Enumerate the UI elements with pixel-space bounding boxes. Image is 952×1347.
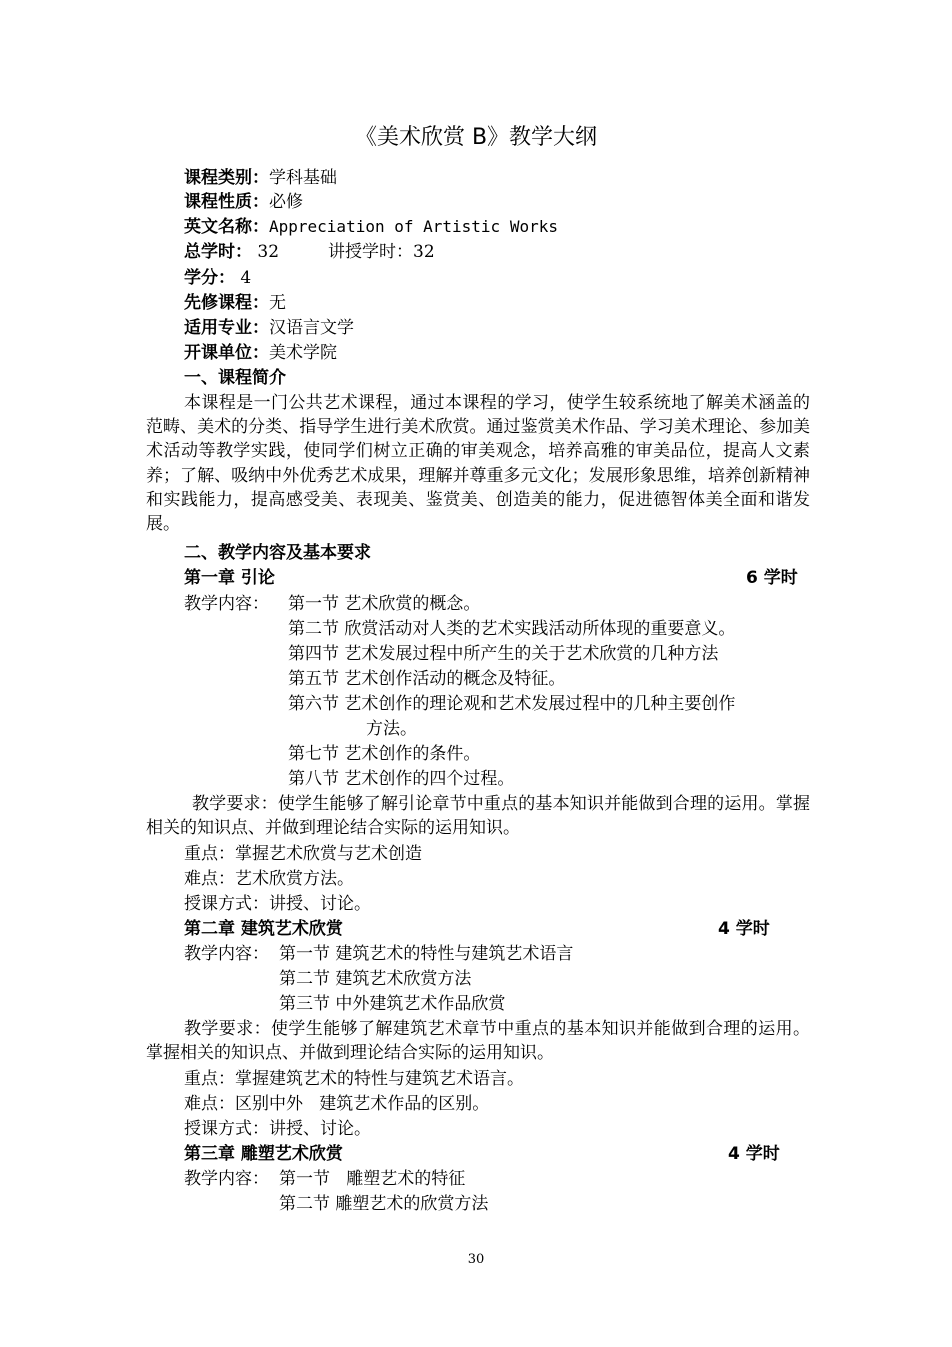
meta-major: 适用专业：汉语言文学 bbox=[184, 318, 354, 338]
chapter-1-item-continuation: 方法。 bbox=[366, 719, 417, 739]
chapter-3-item: 第一节 雕塑艺术的特征 bbox=[279, 1169, 466, 1189]
chapter-2-difficulty: 难点：区别中外 建筑艺术作品的区别。 bbox=[184, 1094, 490, 1114]
chapter-2-requirement: 教学要求：使学生能够了解建筑艺术章节中重点的基本知识并能做到合理的运用。掌握相关的知识点、并做到理论结合实际的运用知识。 bbox=[146, 1019, 810, 1064]
document-title: 《美术欣赏 B》教学大纲 bbox=[354, 125, 598, 150]
page-number: 30 bbox=[467, 1252, 485, 1267]
chapter-1-item: 第八节 艺术创作的四个过程。 bbox=[288, 769, 515, 789]
meta-category: 课程类别：学科基础 bbox=[184, 168, 337, 188]
section-2-heading: 二、教学内容及基本要求 bbox=[184, 543, 371, 563]
chapter-1-item: 第六节 艺术创作的理论观和艺术发展过程中的几种主要创作 bbox=[288, 694, 736, 714]
chapter-3-hours: 4 学时 bbox=[728, 1144, 780, 1164]
meta-credits: 学分： 4 bbox=[184, 268, 252, 288]
chapter-1-key-point: 重点：掌握艺术欣赏与艺术创造 bbox=[184, 844, 422, 864]
meta-total-hours: 总学时： 32 bbox=[184, 242, 280, 262]
chapter-3-content-label: 教学内容： bbox=[184, 1169, 269, 1189]
meta-english-name: 英文名称：Appreciation of Artistic Works bbox=[184, 217, 558, 237]
chapter-2-method: 授课方式：讲授、讨论。 bbox=[184, 1119, 371, 1139]
chapter-1-item: 第四节 艺术发展过程中所产生的关于艺术欣赏的几种方法 bbox=[288, 644, 719, 664]
chapter-1-item: 第五节 艺术创作活动的概念及特征。 bbox=[288, 669, 566, 689]
chapter-2-item: 第二节 建筑艺术欣赏方法 bbox=[279, 969, 472, 989]
chapter-1-difficulty: 难点：艺术欣赏方法。 bbox=[184, 869, 354, 889]
meta-prerequisite: 先修课程：无 bbox=[184, 293, 286, 313]
chapter-1-hours: 6 学时 bbox=[746, 568, 798, 588]
chapter-2-title: 第二章 建筑艺术欣赏 bbox=[184, 919, 343, 939]
chapter-3-title: 第三章 雕塑艺术欣赏 bbox=[184, 1144, 343, 1164]
chapter-1-content-label: 教学内容： bbox=[184, 594, 269, 614]
chapter-2-item: 第三节 中外建筑艺术作品欣赏 bbox=[279, 994, 506, 1014]
chapter-1-title: 第一章 引论 bbox=[184, 568, 275, 588]
meta-unit: 开课单位：美术学院 bbox=[184, 343, 337, 363]
chapter-1-requirement: 教学要求：使学生能够了解引论章节中重点的基本知识并能做到合理的运用。掌握相关的知识点、并做到理论结合实际的运用知识。 bbox=[146, 794, 810, 839]
chapter-2-key-point: 重点：掌握建筑艺术的特性与建筑艺术语言。 bbox=[184, 1069, 524, 1089]
section-1-heading: 一、课程简介 bbox=[184, 368, 286, 388]
chapter-2-hours: 4 学时 bbox=[718, 919, 770, 939]
chapter-1-item: 第二节 欣赏活动对人类的艺术实践活动所体现的重要意义。 bbox=[288, 619, 736, 639]
chapter-3-item: 第二节 雕塑艺术的欣赏方法 bbox=[279, 1194, 489, 1214]
chapter-1-item: 第七节 艺术创作的条件。 bbox=[288, 744, 481, 764]
meta-nature: 课程性质：必修 bbox=[184, 192, 303, 212]
section-1-body: 本课程是一门公共艺术课程，通过本课程的学习，使学生较系统地了解美术涵盖的范畴、美术的分类、指导学生进行美术欣赏。通过鉴赏美术作品、学习美术理论、参加美术活动等教学实践，使同学们树立正确的审美观念，培养高雅的审美品位，提高人文素养；了解、吸纳中外优秀艺术成果，理解并尊重多元文化；发展形象思维，培养创新精神和实践能力，提高感受美、表现美、鉴赏美、创造美的能力，促进德智体美全面和谐发展。 bbox=[146, 393, 810, 535]
chapter-1-method: 授课方式：讲授、讨论。 bbox=[184, 894, 371, 914]
chapter-2-item: 第一节 建筑艺术的特性与建筑艺术语言 bbox=[279, 944, 574, 964]
meta-lecture-hours: 讲授学时：32 bbox=[328, 242, 435, 262]
chapter-1-item: 第一节 艺术欣赏的概念。 bbox=[288, 594, 481, 614]
chapter-2-content-label: 教学内容： bbox=[184, 944, 269, 964]
